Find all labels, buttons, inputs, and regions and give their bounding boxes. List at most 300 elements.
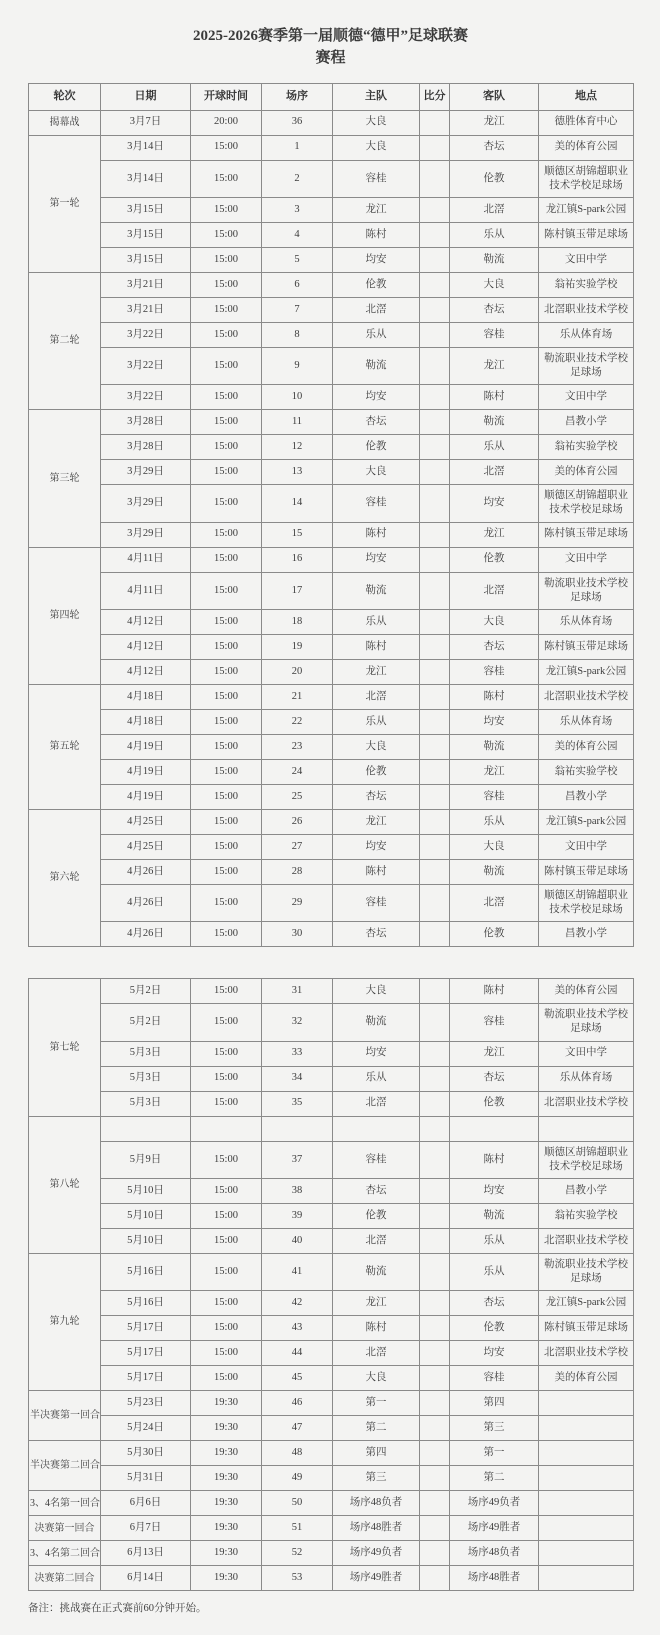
date-cell: 4月25日 (101, 834, 191, 859)
match-number-cell: 17 (262, 572, 333, 609)
away-team-cell: 均安 (450, 1178, 539, 1203)
date-cell: 5月17日 (101, 1366, 191, 1391)
kickoff-time-cell: 19:30 (191, 1441, 262, 1466)
date-cell: 3月29日 (101, 485, 191, 522)
round-cell: 揭幕战 (29, 110, 101, 135)
away-team-cell: 场序48胜者 (450, 1566, 539, 1591)
date-cell: 3月22日 (101, 385, 191, 410)
venue-cell (539, 1391, 634, 1416)
date-cell: 4月18日 (101, 684, 191, 709)
match-number-cell: 24 (262, 759, 333, 784)
table-row (29, 859, 634, 884)
away-team-cell: 龙江 (450, 347, 539, 384)
score-cell (420, 272, 450, 297)
table-row (29, 572, 634, 609)
kickoff-time-cell: 15:00 (191, 135, 262, 160)
match-number-cell: 36 (262, 110, 333, 135)
kickoff-time-cell: 15:00 (191, 322, 262, 347)
venue-cell: 美的体育公园 (539, 460, 634, 485)
home-team-cell: 北滘 (333, 297, 420, 322)
kickoff-time-cell: 15:00 (191, 297, 262, 322)
match-number-cell: 28 (262, 859, 333, 884)
score-cell (420, 784, 450, 809)
venue-cell: 翁祐实验学校 (539, 759, 634, 784)
column-header: 比分 (420, 83, 450, 110)
score-cell (420, 1066, 450, 1091)
away-team-cell: 伦教 (450, 922, 539, 947)
table-row (29, 1203, 634, 1228)
match-number-cell: 46 (262, 1391, 333, 1416)
table-row (29, 634, 634, 659)
page-title (28, 26, 633, 70)
score-cell (420, 1466, 450, 1491)
away-team-cell: 勒流 (450, 859, 539, 884)
match-number-cell: 37 (262, 1141, 333, 1178)
match-number-cell: 7 (262, 297, 333, 322)
match-number-cell: 20 (262, 659, 333, 684)
score-cell (420, 135, 450, 160)
score-cell (420, 572, 450, 609)
table-row (29, 734, 634, 759)
table-row (29, 1178, 634, 1203)
venue-cell: 龙江镇S-park公园 (539, 197, 634, 222)
home-team-cell: 均安 (333, 547, 420, 572)
match-number-cell: 51 (262, 1516, 333, 1541)
table-row (29, 609, 634, 634)
away-team-cell: 勒流 (450, 410, 539, 435)
match-number-cell: 18 (262, 609, 333, 634)
date-cell: 4月26日 (101, 884, 191, 921)
match-number-cell: 3 (262, 197, 333, 222)
round-cell: 第二轮 (29, 272, 101, 409)
venue-cell: 顺德区胡锦超职业技术学校足球场 (539, 160, 634, 197)
table-row (29, 222, 634, 247)
home-team-cell: 龙江 (333, 197, 420, 222)
date-cell: 3月15日 (101, 222, 191, 247)
away-team-cell: 勒流 (450, 247, 539, 272)
score-cell (420, 247, 450, 272)
away-team-cell: 龙江 (450, 522, 539, 547)
match-number-cell: 41 (262, 1253, 333, 1290)
match-number-cell: 14 (262, 485, 333, 522)
schedule-table-2 (28, 978, 634, 1591)
kickoff-time-cell: 15:00 (191, 979, 262, 1004)
score-cell (420, 634, 450, 659)
table-row (29, 460, 634, 485)
table-row (29, 1491, 634, 1516)
venue-cell: 美的体育公园 (539, 1366, 634, 1391)
home-team-cell: 大良 (333, 110, 420, 135)
date-cell: 6月7日 (101, 1516, 191, 1541)
match-number-cell: 12 (262, 435, 333, 460)
kickoff-time-cell: 15:00 (191, 347, 262, 384)
home-team-cell: 杏坛 (333, 1178, 420, 1203)
table-row (29, 1291, 634, 1316)
away-team-cell: 乐从 (450, 809, 539, 834)
home-team-cell: 陈村 (333, 222, 420, 247)
table-row (29, 884, 634, 921)
round-cell: 第七轮 (29, 979, 101, 1116)
date-cell: 5月17日 (101, 1341, 191, 1366)
home-team-cell: 场序48负者 (333, 1491, 420, 1516)
kickoff-time-cell: 15:00 (191, 1341, 262, 1366)
match-number-cell: 34 (262, 1066, 333, 1091)
match-number-cell: 13 (262, 460, 333, 485)
venue-cell: 乐从体育场 (539, 709, 634, 734)
venue-cell: 德胜体育中心 (539, 110, 634, 135)
venue-cell: 美的体育公园 (539, 135, 634, 160)
venue-cell: 翁祐实验学校 (539, 435, 634, 460)
home-team-cell: 龙江 (333, 809, 420, 834)
venue-cell: 顺德区胡锦超职业技术学校足球场 (539, 1141, 634, 1178)
match-number-cell: 6 (262, 272, 333, 297)
round-cell: 第四轮 (29, 547, 101, 684)
kickoff-time-cell: 15:00 (191, 1203, 262, 1228)
away-team-cell: 乐从 (450, 222, 539, 247)
match-number-cell: 25 (262, 784, 333, 809)
score-cell (420, 1516, 450, 1541)
match-number-cell: 35 (262, 1091, 333, 1116)
date-cell: 5月2日 (101, 979, 191, 1004)
venue-cell: 文田中学 (539, 834, 634, 859)
home-team-cell: 杏坛 (333, 922, 420, 947)
kickoff-time-cell: 15:00 (191, 222, 262, 247)
date-cell: 5月16日 (101, 1253, 191, 1290)
score-cell (420, 1391, 450, 1416)
table-row (29, 1516, 634, 1541)
away-team-cell: 大良 (450, 272, 539, 297)
table-row (29, 1541, 634, 1566)
date-cell: 3月14日 (101, 135, 191, 160)
date-cell: 5月9日 (101, 1141, 191, 1178)
kickoff-time-cell: 15:00 (191, 659, 262, 684)
away-team-cell: 均安 (450, 1341, 539, 1366)
kickoff-time-cell: 15:00 (191, 547, 262, 572)
venue-cell (539, 1441, 634, 1466)
away-team-cell: 乐从 (450, 1253, 539, 1290)
kickoff-time-cell: 15:00 (191, 1091, 262, 1116)
kickoff-time-cell: 15:00 (191, 634, 262, 659)
score-cell (420, 460, 450, 485)
match-number-cell: 8 (262, 322, 333, 347)
table-row (29, 522, 634, 547)
home-team-cell: 勒流 (333, 347, 420, 384)
away-team-cell: 陈村 (450, 1141, 539, 1178)
date-cell: 6月6日 (101, 1491, 191, 1516)
venue-cell (539, 1541, 634, 1566)
match-number-cell: 29 (262, 884, 333, 921)
round-cell: 半决赛第一回合 (29, 1391, 101, 1441)
away-team-cell: 龙江 (450, 759, 539, 784)
date-cell: 4月19日 (101, 759, 191, 784)
date-cell: 5月30日 (101, 1441, 191, 1466)
table-row (29, 1391, 634, 1416)
match-number-cell: 2 (262, 160, 333, 197)
column-header: 客队 (450, 83, 539, 110)
away-team-cell: 勒流 (450, 1203, 539, 1228)
date-cell: 3月29日 (101, 522, 191, 547)
match-number-cell: 48 (262, 1441, 333, 1466)
venue-cell: 文田中学 (539, 1041, 634, 1066)
home-team-cell: 勒流 (333, 1004, 420, 1041)
away-team-cell: 北滘 (450, 572, 539, 609)
kickoff-time-cell: 15:00 (191, 1041, 262, 1066)
away-team-cell: 杏坛 (450, 297, 539, 322)
venue-cell: 顺德区胡锦超职业技术学校足球场 (539, 485, 634, 522)
score-cell (420, 684, 450, 709)
score-cell (420, 1541, 450, 1566)
away-team-cell: 场序48负者 (450, 1541, 539, 1566)
match-number-cell: 10 (262, 385, 333, 410)
table-row (29, 1004, 634, 1041)
venue-cell (539, 1566, 634, 1591)
venue-cell: 乐从体育场 (539, 1066, 634, 1091)
kickoff-time-cell: 15:00 (191, 272, 262, 297)
date-cell: 5月23日 (101, 1391, 191, 1416)
venue-cell (539, 1116, 634, 1141)
date-cell: 5月10日 (101, 1228, 191, 1253)
home-team-cell: 龙江 (333, 1291, 420, 1316)
venue-cell: 乐从体育场 (539, 609, 634, 634)
venue-cell: 陈村镇玉带足球场 (539, 1316, 634, 1341)
venue-cell: 美的体育公园 (539, 734, 634, 759)
table-row (29, 1253, 634, 1290)
match-number-cell: 39 (262, 1203, 333, 1228)
away-team-cell: 龙江 (450, 1041, 539, 1066)
date-cell: 3月29日 (101, 460, 191, 485)
venue-cell: 昌教小学 (539, 922, 634, 947)
kickoff-time-cell: 15:00 (191, 734, 262, 759)
home-team-cell: 容桂 (333, 1141, 420, 1178)
date-cell: 6月14日 (101, 1566, 191, 1591)
round-cell: 第六轮 (29, 809, 101, 946)
venue-cell: 美的体育公园 (539, 979, 634, 1004)
table-row (29, 684, 634, 709)
match-number-cell: 4 (262, 222, 333, 247)
table-row (29, 709, 634, 734)
venue-cell: 顺德区胡锦超职业技术学校足球场 (539, 884, 634, 921)
home-team-cell: 第一 (333, 1391, 420, 1416)
kickoff-time-cell: 15:00 (191, 709, 262, 734)
date-cell: 4月12日 (101, 634, 191, 659)
date-cell: 3月22日 (101, 322, 191, 347)
table-row (29, 1091, 634, 1116)
score-cell (420, 1441, 450, 1466)
home-team-cell: 伦教 (333, 759, 420, 784)
table-row (29, 247, 634, 272)
home-team-cell: 陈村 (333, 859, 420, 884)
date-cell: 5月3日 (101, 1041, 191, 1066)
score-cell (420, 1178, 450, 1203)
table-row (29, 784, 634, 809)
score-cell (420, 709, 450, 734)
venue-cell: 文田中学 (539, 247, 634, 272)
home-team-cell: 北滘 (333, 1341, 420, 1366)
schedule-table-1 (28, 83, 634, 948)
home-team-cell: 第四 (333, 1441, 420, 1466)
kickoff-time-cell: 15:00 (191, 1004, 262, 1041)
date-cell: 3月15日 (101, 197, 191, 222)
venue-cell: 龙江镇S-park公园 (539, 659, 634, 684)
table-row (29, 385, 634, 410)
home-team-cell: 大良 (333, 1366, 420, 1391)
date-cell: 3月21日 (101, 272, 191, 297)
home-team-cell: 北滘 (333, 684, 420, 709)
column-header: 开球时间 (191, 83, 262, 110)
match-number-cell: 19 (262, 634, 333, 659)
date-cell: 4月19日 (101, 784, 191, 809)
match-number-cell: 40 (262, 1228, 333, 1253)
score-cell (420, 1203, 450, 1228)
match-number-cell: 27 (262, 834, 333, 859)
away-team-cell: 杏坛 (450, 135, 539, 160)
kickoff-time-cell: 15:00 (191, 485, 262, 522)
table-row (29, 1416, 634, 1441)
score-cell (420, 410, 450, 435)
kickoff-time-cell: 15:00 (191, 1253, 262, 1290)
match-number-cell: 53 (262, 1566, 333, 1591)
date-cell: 6月13日 (101, 1541, 191, 1566)
round-cell: 3、4名第二回合 (29, 1541, 101, 1566)
score-cell (420, 297, 450, 322)
score-cell (420, 1566, 450, 1591)
table-row (29, 922, 634, 947)
score-cell (420, 1416, 450, 1441)
column-header: 轮次 (29, 83, 101, 110)
score-cell (420, 1366, 450, 1391)
match-number-cell: 38 (262, 1178, 333, 1203)
venue-cell: 乐从体育场 (539, 322, 634, 347)
table-row (29, 1041, 634, 1066)
match-number-cell: 5 (262, 247, 333, 272)
venue-cell: 龙江镇S-park公园 (539, 809, 634, 834)
kickoff-time-cell: 15:00 (191, 1291, 262, 1316)
date-cell: 5月24日 (101, 1416, 191, 1441)
kickoff-time-cell: 15:00 (191, 1066, 262, 1091)
match-number-cell: 11 (262, 410, 333, 435)
kickoff-time-cell: 15:00 (191, 1316, 262, 1341)
round-cell: 3、4名第一回合 (29, 1491, 101, 1516)
away-team-cell: 第二 (450, 1466, 539, 1491)
score-cell (420, 884, 450, 921)
kickoff-time-cell: 19:30 (191, 1391, 262, 1416)
home-team-cell: 陈村 (333, 1316, 420, 1341)
table-row (29, 135, 634, 160)
score-cell (420, 1341, 450, 1366)
home-team-cell: 龙江 (333, 659, 420, 684)
table-row (29, 1341, 634, 1366)
round-cell: 第三轮 (29, 410, 101, 547)
away-team-cell: 北滘 (450, 460, 539, 485)
score-cell (420, 110, 450, 135)
table-row (29, 1116, 634, 1141)
table-row (29, 410, 634, 435)
round-cell: 第五轮 (29, 684, 101, 809)
match-number-cell: 32 (262, 1004, 333, 1041)
table-row (29, 322, 634, 347)
score-cell (420, 1291, 450, 1316)
kickoff-time-cell: 19:30 (191, 1516, 262, 1541)
home-team-cell: 场序48胜者 (333, 1516, 420, 1541)
venue-cell: 陈村镇玉带足球场 (539, 522, 634, 547)
home-team-cell: 均安 (333, 834, 420, 859)
score-cell (420, 1228, 450, 1253)
score-cell (420, 609, 450, 634)
venue-cell (539, 1466, 634, 1491)
venue-cell: 陈村镇玉带足球场 (539, 222, 634, 247)
column-header: 日期 (101, 83, 191, 110)
venue-cell: 昌教小学 (539, 410, 634, 435)
match-number-cell: 16 (262, 547, 333, 572)
score-cell (420, 659, 450, 684)
column-header: 地点 (539, 83, 634, 110)
home-team-cell: 伦教 (333, 1203, 420, 1228)
table-row (29, 547, 634, 572)
table-row (29, 1466, 634, 1491)
kickoff-time-cell: 15:00 (191, 1178, 262, 1203)
kickoff-time-cell: 19:30 (191, 1491, 262, 1516)
kickoff-time-cell: 15:00 (191, 834, 262, 859)
kickoff-time-cell: 15:00 (191, 884, 262, 921)
match-number-cell: 47 (262, 1416, 333, 1441)
away-team-cell: 伦教 (450, 1091, 539, 1116)
kickoff-time-cell: 15:00 (191, 759, 262, 784)
date-cell (101, 1116, 191, 1141)
table-row (29, 272, 634, 297)
venue-cell: 陈村镇玉带足球场 (539, 634, 634, 659)
away-team-cell: 伦教 (450, 547, 539, 572)
kickoff-time-cell: 19:30 (191, 1466, 262, 1491)
away-team-cell: 均安 (450, 709, 539, 734)
venue-cell: 北滘职业技术学校 (539, 1228, 634, 1253)
away-team-cell: 场序49胜者 (450, 1516, 539, 1541)
score-cell (420, 197, 450, 222)
match-number-cell: 43 (262, 1316, 333, 1341)
date-cell: 4月19日 (101, 734, 191, 759)
score-cell (420, 1041, 450, 1066)
score-cell (420, 522, 450, 547)
home-team-cell: 乐从 (333, 609, 420, 634)
round-cell: 第九轮 (29, 1253, 101, 1390)
table-row (29, 110, 634, 135)
table-row (29, 1441, 634, 1466)
home-team-cell: 勒流 (333, 572, 420, 609)
kickoff-time-cell: 15:00 (191, 809, 262, 834)
round-cell: 决赛第一回合 (29, 1516, 101, 1541)
venue-cell: 翁祐实验学校 (539, 1203, 634, 1228)
away-team-cell: 大良 (450, 834, 539, 859)
home-team-cell: 第三 (333, 1466, 420, 1491)
match-number-cell: 15 (262, 522, 333, 547)
score-cell (420, 160, 450, 197)
home-team-cell: 杏坛 (333, 784, 420, 809)
column-header: 场序 (262, 83, 333, 110)
away-team-cell: 大良 (450, 609, 539, 634)
home-team-cell: 大良 (333, 979, 420, 1004)
date-cell: 3月14日 (101, 160, 191, 197)
date-cell: 4月26日 (101, 859, 191, 884)
home-team-cell: 均安 (333, 247, 420, 272)
home-team-cell: 容桂 (333, 884, 420, 921)
score-cell (420, 759, 450, 784)
score-cell (420, 834, 450, 859)
score-cell (420, 809, 450, 834)
away-team-cell: 杏坛 (450, 1066, 539, 1091)
match-number-cell: 44 (262, 1341, 333, 1366)
match-number-cell (262, 1116, 333, 1141)
venue-cell (539, 1491, 634, 1516)
date-cell: 3月15日 (101, 247, 191, 272)
